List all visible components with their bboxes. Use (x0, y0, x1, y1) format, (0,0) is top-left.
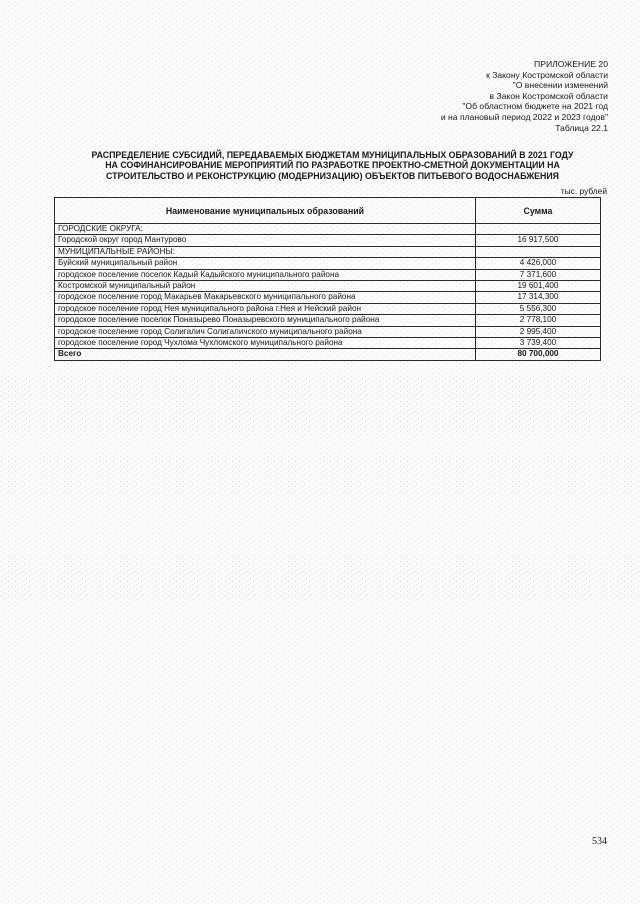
row-amount (476, 224, 601, 235)
row-name: ГОРОДСКИЕ ОКРУГА: (55, 224, 476, 235)
attachment-line: "О внесении изменений (512, 80, 608, 91)
row-amount: 16 917,500 (476, 235, 601, 246)
row-amount: 2 995,400 (476, 326, 601, 337)
row-amount: 7 371,600 (476, 269, 601, 280)
row-amount: 5 556,300 (476, 303, 601, 314)
attachment-line: к Закону Костромской области (486, 69, 608, 80)
row-amount: 19 601,400 (476, 281, 601, 292)
table-row (55, 224, 601, 235)
table-number: Таблица 22.1 (555, 122, 608, 133)
table-row (55, 246, 601, 257)
table-total-row (55, 349, 601, 360)
header-amount: Сумма (476, 198, 601, 224)
title-line: РАСПРЕДЕЛЕНИЕ СУБСИДИЙ, ПЕРЕДАВАЕМЫХ БЮДЖЕТАМ МУНИЦИПАЛЬНЫХ ОБРАЗОВАНИЙ В 2021 ГОДУ (91, 150, 574, 160)
row-name: Костромской муниципальный район (55, 281, 476, 292)
row-amount: 17 314,300 (476, 292, 601, 303)
table-row (55, 315, 601, 326)
row-amount (476, 246, 601, 257)
table-header-row (55, 198, 601, 224)
table-row (55, 258, 601, 269)
row-name: городское поселение город Солигалич Солигаличского муниципального района (55, 326, 476, 337)
total-amount: 80 700,000 (476, 349, 601, 360)
title-line: СТРОИТЕЛЬСТВО И РЕКОНСТРУКЦИЮ (МОДЕРНИЗАЦИЮ) ОБЪЕКТОВ ПИТЬЕВОГО ВОДОСНАБЖЕНИЯ (105, 170, 560, 181)
row-name: МУНИЦИПАЛЬНЫЕ РАЙОНЫ: (55, 246, 476, 257)
row-amount: 3 739,400 (476, 338, 601, 349)
page-number: 534 (592, 836, 607, 847)
table-row (55, 235, 601, 246)
row-amount: 2 778,100 (476, 315, 601, 326)
row-name: Буйский муниципальный район (55, 258, 476, 269)
table-row (55, 326, 601, 337)
header-name: Наименование муниципальных образований (55, 198, 476, 224)
row-name: городское поселение поселок Кадый Кадыйского муниципального района (55, 269, 476, 280)
table-row (55, 338, 601, 349)
table-row (55, 303, 601, 314)
row-name: городское поселение город Чухлома Чухломского муниципального района (55, 338, 476, 349)
attachment-line: и на плановый период 2022 и 2023 годов" (440, 111, 608, 122)
attachment-line: в Закон Костромской области (489, 90, 608, 101)
document-title (60, 150, 605, 181)
row-name: городское поселение город Макарьев Макарьевского муниципального района (55, 292, 476, 303)
row-name: Городской округ город Мантурово (55, 235, 476, 246)
table-row (55, 269, 601, 280)
total-label: Всего (55, 349, 476, 360)
row-name: городское поселение поселок Поназырево Поназыревского муниципального района (55, 315, 476, 326)
title-line: НА СОФИНАНСИРОВАНИЕ МЕРОПРИЯТИЙ ПО РАЗРАБОТКЕ ПРОЕКТНО-СМЕТНОЙ ДОКУМЕНТАЦИИ НА (105, 160, 560, 171)
attachment-line: "Об областном бюджете на 2021 год (462, 101, 608, 112)
row-amount: 4 426,000 (476, 258, 601, 269)
table-row (55, 281, 601, 292)
row-name: городское поселение город Нея муниципального района г.Нея и Нейский район (55, 303, 476, 314)
units-label: тыс. рублей (560, 186, 607, 196)
attachment-block (441, 59, 608, 133)
attachment-line: ПРИЛОЖЕНИЕ 20 (534, 59, 608, 69)
table-row (55, 292, 601, 303)
subsidy-table (54, 197, 601, 361)
